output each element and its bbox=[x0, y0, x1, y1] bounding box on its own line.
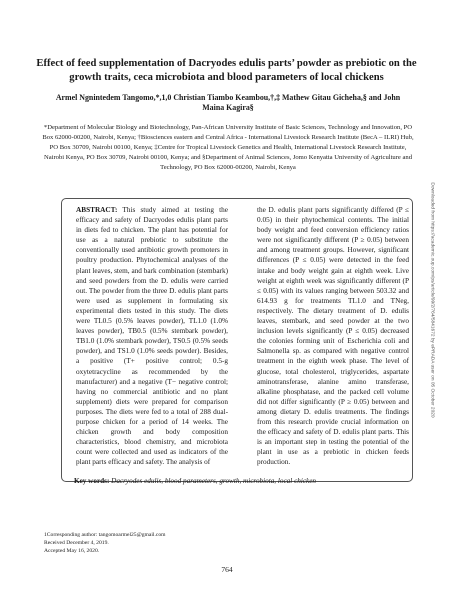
article-title: Effect of feed supplementation of Dacryodes edulis parts’ powder as prebiotic on the growth traits, ceca microbiota and blood parameters of local chickens bbox=[36, 58, 417, 83]
corresponding-author-footnote: 1Corresponding author: tangomoarmel25@gmail.com bbox=[44, 532, 166, 538]
download-watermark: Downloaded from https://academic.oup.com/ps/article/99/2/764/5841672 by ePRADA user on 05 October 2020 bbox=[429, 182, 435, 418]
abstract-left-column bbox=[76, 205, 228, 467]
keywords-label: Key words: bbox=[74, 477, 110, 485]
abstract-right-column bbox=[257, 205, 409, 467]
keywords-text: Dacryodes edulis, blood parameters, growth, microbiota, local chicken bbox=[111, 477, 317, 485]
abstract-text-right: the D. edulis plant parts significantly differed (P ≤ 0.05) in their phytochemical contents. The initial body weight and feed conversion efficiency ratios were not significantly different (P ≥ 0.05) between and among treatment groups. However, significant differences (P ≤ 0.05) were detected in the feed intake and body weight gain at eighth week. Live weight at eighth week was significantly different (P ≤ 0.05) with its values ranging between 503.32 and 614.93 g for treatments TL1.0 and TNeg, respectively. The dietary treatment of D. edulis leaves, stembark, and seed powder at the two inclusion levels significantly (P ≤ 0.05) decreased the colonies forming unit of Escherichia coli and Salmonella sp. as compared with negative control treatment in the eighth week phase. The level of glucose, total cholesterol, triglycerides, aspartate aminotransferase, alanine amino transferase, alkaline phosphatase, and the packed cell volume did not differ significantly (P ≥ 0.05) between and among dietary D. edulis treatments. The findings from this research provide crucial information on the efficacy and safety of D. edulis plant parts. This is an important step in testing the potential of the plant in use as a prebiotic in chicken feeds production. bbox=[257, 206, 409, 467]
abstract-text-left: This study aimed at testing the efficacy and safety of Dacryodes edulis plant parts in diets fed to chicken. The plant has potential for use as a natural prebiotic to substitute the conventionally used antibiotic growth promoters in poultry production. Phytochemical analyses of the plant leaves, stem, and bark combination (stembark) and seed powders from the D. edulis were carried out. The powder from the three D. edulis plant parts were used as supplement in formulating six experimental diets tested in this study. The diets were TL0.5 (0.5% leaves powder), TL1.0 (1.0% leaves powder), TB0.5 (0.5% stembark powder), TB1.0 (1.0% stembark powder), TS0.5 (0.5% seeds powder), and TS1.0 (1.0% seeds powder). Besides, a positive (T+ positive control; 0.5-g oxytetracycline as recommended by the manufacturer) and a negative (T− negative control; having no commercial antibiotic and no plant supplement) diets were prepared for comparison purposes. The diets were fed to a total of 288 dual-purpose chicken for a period of 14 weeks. The chicken growth and body composition characteristics, blood chemistry, and microbiota count were collected and used as indicators of the plant parts efficacy and safety. The analysis of bbox=[76, 206, 228, 467]
received-date: Received December 4, 2019. bbox=[44, 540, 109, 546]
author-list: Armel Ngnintedem Tangomo,*,1,0 Christian Tiambo Keambou,†,‡ Mathew Gitau Gicheha,§ and John Maina Kagira§ bbox=[55, 93, 401, 112]
abstract-label: ABSTRACT: bbox=[76, 206, 118, 214]
footnotes bbox=[44, 531, 244, 555]
keywords-line bbox=[74, 476, 414, 486]
accepted-date: Accepted May 16, 2020. bbox=[44, 548, 100, 554]
author-affiliations: *Department of Molecular Biology and Biotechnology, Pan-African University Institute of Basic Sciences, Technology and Innovation, PO Box 62000-00200, Nairobi, Kenya; †Biosciences eastern and Central Africa - International Livestock Research Institute (BecA – ILRI) Hub, PO Box 30709, Nairobi 00100, Kenya; ‡Centre for Tropical Livestock Genetics and Health, International Livestock Research Institute, Nairobi Kenya, PO Box 30709, Nairobi 00100, Kenya; and §Department of Animal Sciences, Jomo Kenyatta University of Agriculture and Technology, PO Box 62000-00200, Nairobi, Kenya bbox=[42, 124, 414, 171]
page-number: 764 bbox=[221, 565, 233, 574]
